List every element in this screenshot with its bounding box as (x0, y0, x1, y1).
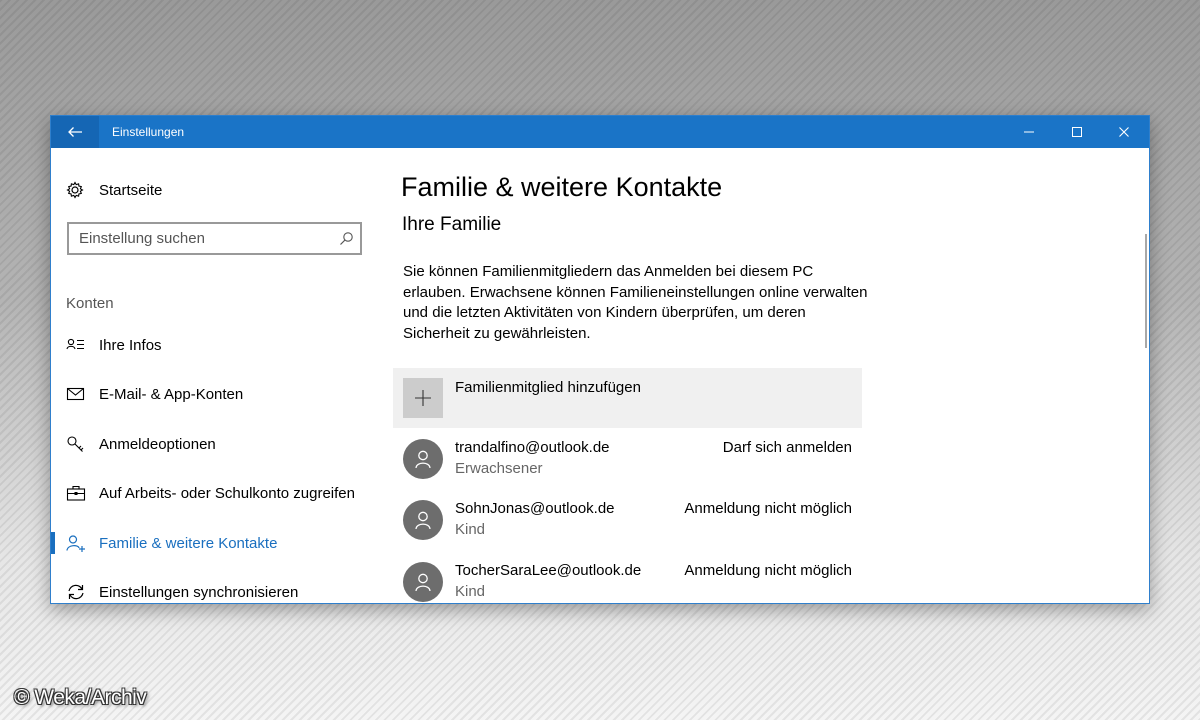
avatar (403, 562, 443, 602)
plus-icon (414, 389, 432, 407)
sidebar-item-label: Auf Arbeits- oder Schulkonto zugreifen (99, 484, 355, 502)
user-info-icon (66, 336, 86, 354)
sidebar-item-label: Familie & weitere Kontakte (99, 534, 278, 552)
add-person-icon (66, 534, 86, 552)
member-role: Kind (455, 583, 486, 600)
family-member-row[interactable] (393, 557, 862, 604)
window-title: Einstellungen (112, 125, 185, 139)
sidebar-item-label: Ihre Infos (99, 336, 162, 354)
close-button[interactable] (1101, 116, 1147, 148)
watermark: © Weka/Archiv (14, 686, 147, 709)
maximize-icon (1071, 126, 1083, 138)
avatar (403, 500, 443, 540)
member-status: Anmeldung nicht möglich (684, 500, 852, 517)
sidebar-item-email-app-konten[interactable] (51, 379, 371, 409)
member-email: trandalfino@outlook.de (455, 439, 610, 456)
search-input[interactable] (69, 224, 339, 253)
briefcase-icon (66, 484, 86, 502)
sidebar-item-familie[interactable] (51, 528, 371, 558)
person-icon (414, 572, 432, 592)
close-icon (1118, 126, 1130, 138)
sidebar-item-label: Anmeldeoptionen (99, 435, 216, 453)
description-text: Sie können Familienmitgliedern das Anmelden bei diesem PC erlauben. Erwachsene können Familieneinstellungen online verwalten und die letzten Aktivitäten von Kindern überprüfen, um deren Sicherheit zu gewährleisten. (403, 263, 868, 342)
family-member-row[interactable] (393, 495, 862, 545)
scrollbar-thumb[interactable] (1145, 234, 1147, 348)
sidebar-item-label: Einstellungen synchronisieren (99, 583, 299, 601)
member-email: TocherSaraLee@outlook.de (455, 562, 642, 579)
minimize-icon (1023, 126, 1035, 138)
avatar (403, 439, 443, 479)
gear-icon (66, 181, 84, 199)
section-label-konten: Konten (66, 295, 114, 312)
add-member-label: Familienmitglied hinzufügen (455, 379, 641, 396)
person-icon (414, 449, 432, 469)
page-title: Familie & weitere Kontakte (401, 172, 723, 202)
member-role: Kind (455, 521, 486, 538)
sync-icon (66, 583, 86, 601)
home-link[interactable] (66, 179, 162, 201)
active-indicator (51, 532, 55, 554)
add-family-member-button[interactable] (393, 368, 862, 428)
mail-icon (66, 385, 86, 403)
member-status: Darf sich anmelden (722, 439, 852, 456)
maximize-button[interactable] (1054, 116, 1100, 148)
member-status: Anmeldung nicht möglich (684, 562, 852, 579)
sidebar-item-ihre-infos[interactable] (51, 330, 371, 360)
sidebar-item-label: E-Mail- & App-Konten (99, 385, 244, 403)
back-arrow-icon (67, 126, 83, 138)
section-title: Ihre Familie (402, 214, 502, 235)
settings-window (50, 115, 1150, 604)
member-email: SohnJonas@outlook.de (455, 500, 615, 517)
sidebar-item-anmeldeoptionen[interactable] (51, 429, 371, 459)
key-icon (66, 435, 86, 453)
title-bar (51, 116, 1149, 148)
search-icon[interactable] (339, 231, 354, 246)
family-member-row[interactable] (393, 434, 862, 484)
sidebar-item-synchronisieren[interactable] (51, 577, 371, 604)
member-role: Erwachsener (455, 460, 543, 477)
home-label: Startseite (99, 181, 163, 199)
back-button[interactable] (51, 116, 99, 148)
minimize-button[interactable] (1006, 116, 1052, 148)
sidebar-item-arbeits-schulkonto[interactable] (51, 478, 371, 508)
add-tile (403, 378, 443, 418)
search-box (67, 222, 362, 255)
person-icon (414, 510, 432, 530)
